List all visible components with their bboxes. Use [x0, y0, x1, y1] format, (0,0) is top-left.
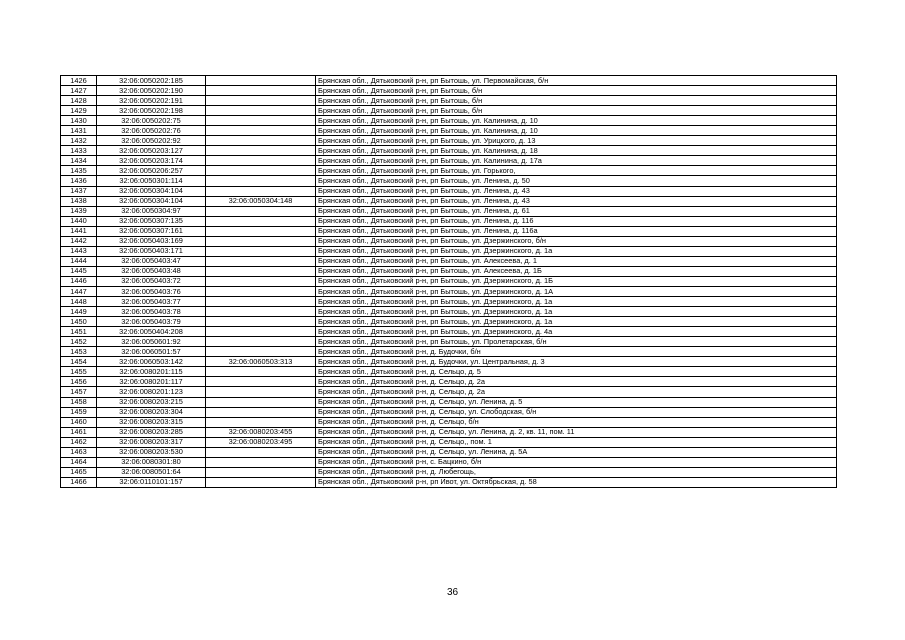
- row-number-cell: 1440: [61, 216, 97, 226]
- cadastral-number-cell: 32:06:0080203:315: [97, 417, 206, 427]
- row-number-cell: 1444: [61, 256, 97, 266]
- linked-cadastral-number-cell: [206, 276, 316, 286]
- row-number-cell: 1441: [61, 226, 97, 236]
- linked-cadastral-number-cell: [206, 186, 316, 196]
- row-number-cell: 1457: [61, 387, 97, 397]
- table-row: [61, 166, 837, 176]
- address-cell: Брянская обл., Дятьковский р-н, рп Бытошь, ул. Дзержинского, д. 1а: [316, 307, 837, 317]
- table-row: [61, 266, 837, 276]
- address-cell: Брянская обл., Дятьковский р-н, рп Бытошь, ул. Ленина, д. 116а: [316, 226, 837, 236]
- table-row: [61, 86, 837, 96]
- table-row: [61, 106, 837, 116]
- address-cell: Брянская обл., Дятьковский р-н, д. Сельцо, ул. Слободская, б/н: [316, 407, 837, 417]
- linked-cadastral-number-cell: [206, 106, 316, 116]
- cadastral-number-cell: 32:06:0050403:48: [97, 266, 206, 276]
- row-number-cell: 1454: [61, 357, 97, 367]
- property-registry-table: [60, 75, 837, 488]
- address-cell: Брянская обл., Дятьковский р-н, д. Сельцо, ул. Ленина, д. 2, кв. 11, пом. 11: [316, 427, 837, 437]
- address-cell: Брянская обл., Дятьковский р-н, рп Бытошь, ул. Калинина, д. 18: [316, 146, 837, 156]
- table-row: [61, 427, 837, 437]
- row-number-cell: 1445: [61, 266, 97, 276]
- linked-cadastral-number-cell: [206, 397, 316, 407]
- table-row: [61, 347, 837, 357]
- linked-cadastral-number-cell: [206, 126, 316, 136]
- table-row: [61, 146, 837, 156]
- table-row: [61, 377, 837, 387]
- linked-cadastral-number-cell: [206, 407, 316, 417]
- table-row: [61, 116, 837, 126]
- linked-cadastral-number-cell: [206, 377, 316, 387]
- row-number-cell: 1463: [61, 447, 97, 457]
- table-row: [61, 236, 837, 246]
- address-cell: Брянская обл., Дятьковский р-н, д. Сельцо, ул. Ленина, д. 5: [316, 397, 837, 407]
- cadastral-number-cell: 32:06:0080203:215: [97, 397, 206, 407]
- cadastral-number-cell: 32:06:0050307:135: [97, 216, 206, 226]
- address-cell: Брянская обл., Дятьковский р-н, д. Будочки, б/н: [316, 347, 837, 357]
- cadastral-number-cell: 32:06:0050202:191: [97, 96, 206, 106]
- address-cell: Брянская обл., Дятьковский р-н, рп Бытошь, ул. Горького,: [316, 166, 837, 176]
- cadastral-number-cell: 32:06:0050403:78: [97, 307, 206, 317]
- cadastral-number-cell: 32:06:0050202:75: [97, 116, 206, 126]
- linked-cadastral-number-cell: [206, 76, 316, 86]
- linked-cadastral-number-cell: [206, 116, 316, 126]
- address-cell: Брянская обл., Дятьковский р-н, рп Бытошь, ул. Дзержинского, д. 1а: [316, 297, 837, 307]
- table-row: [61, 76, 837, 86]
- table-row: [61, 196, 837, 206]
- table-row: [61, 206, 837, 216]
- address-cell: Брянская обл., Дятьковский р-н, рп Бытошь, ул. Урицкого, д. 13: [316, 136, 837, 146]
- cadastral-number-cell: 32:06:0080203:317: [97, 437, 206, 447]
- row-number-cell: 1426: [61, 76, 97, 86]
- table-row: [61, 186, 837, 196]
- row-number-cell: 1428: [61, 96, 97, 106]
- address-cell: Брянская обл., Дятьковский р-н, рп Бытошь, ул. Дзержинского, д. 1а: [316, 246, 837, 256]
- cadastral-number-cell: 32:06:0060503:142: [97, 357, 206, 367]
- row-number-cell: 1456: [61, 377, 97, 387]
- cadastral-number-cell: 32:06:0050304:97: [97, 206, 206, 216]
- cadastral-number-cell: 32:06:0080203:285: [97, 427, 206, 437]
- address-cell: Брянская обл., Дятьковский р-н, рп Бытошь, ул. Дзержинского, д. 4а: [316, 327, 837, 337]
- cadastral-number-cell: 32:06:0080201:123: [97, 387, 206, 397]
- linked-cadastral-number-cell: [206, 387, 316, 397]
- linked-cadastral-number-cell: 32:06:0050304:148: [206, 196, 316, 206]
- address-cell: Брянская обл., Дятьковский р-н, д. Сельцо, д. 2а: [316, 377, 837, 387]
- row-number-cell: 1461: [61, 427, 97, 437]
- linked-cadastral-number-cell: [206, 156, 316, 166]
- linked-cadastral-number-cell: 32:06:0080203:495: [206, 437, 316, 447]
- address-cell: Брянская обл., Дятьковский р-н, д. Сельцо, д. 5: [316, 367, 837, 377]
- linked-cadastral-number-cell: [206, 216, 316, 226]
- address-cell: Брянская обл., Дятьковский р-н, рп Бытошь, ул. Дзержинского, д. 1А: [316, 286, 837, 296]
- table-row: [61, 317, 837, 327]
- address-cell: Брянская обл., Дятьковский р-н, д. Любегощь,: [316, 467, 837, 477]
- row-number-cell: 1436: [61, 176, 97, 186]
- address-cell: Брянская обл., Дятьковский р-н, рп Бытошь, ул. Калинина, д. 10: [316, 116, 837, 126]
- linked-cadastral-number-cell: 32:06:0060503:313: [206, 357, 316, 367]
- row-number-cell: 1433: [61, 146, 97, 156]
- address-cell: Брянская обл., Дятьковский р-н, д. Сельцо,, пом. 1: [316, 437, 837, 447]
- cadastral-number-cell: 32:06:0050202:185: [97, 76, 206, 86]
- linked-cadastral-number-cell: [206, 317, 316, 327]
- linked-cadastral-number-cell: [206, 467, 316, 477]
- table-row: [61, 357, 837, 367]
- address-cell: Брянская обл., Дятьковский р-н, рп Бытошь, ул. Ленина, д. 61: [316, 206, 837, 216]
- cadastral-number-cell: 32:06:0050403:171: [97, 246, 206, 256]
- row-number-cell: 1459: [61, 407, 97, 417]
- row-number-cell: 1465: [61, 467, 97, 477]
- linked-cadastral-number-cell: [206, 297, 316, 307]
- linked-cadastral-number-cell: [206, 327, 316, 337]
- cadastral-number-cell: 32:06:0060501:57: [97, 347, 206, 357]
- address-cell: Брянская обл., Дятьковский р-н, д. Сельцо, ул. Ленина, д. 5А: [316, 447, 837, 457]
- table-row: [61, 226, 837, 236]
- address-cell: Брянская обл., Дятьковский р-н, рп Бытошь, б/н: [316, 86, 837, 96]
- address-cell: Брянская обл., Дятьковский р-н, рп Ивот, ул. Октябрьская, д. 58: [316, 477, 837, 487]
- row-number-cell: 1427: [61, 86, 97, 96]
- cadastral-number-cell: 32:06:0050403:47: [97, 256, 206, 266]
- cadastral-number-cell: 32:06:0080201:115: [97, 367, 206, 377]
- cadastral-number-cell: 32:06:0080203:304: [97, 407, 206, 417]
- row-number-cell: 1449: [61, 307, 97, 317]
- cadastral-number-cell: 32:06:0050304:104: [97, 186, 206, 196]
- cadastral-number-cell: 32:06:0050601:92: [97, 337, 206, 347]
- row-number-cell: 1437: [61, 186, 97, 196]
- cadastral-number-cell: 32:06:0050206:257: [97, 166, 206, 176]
- cadastral-number-cell: 32:06:0050202:76: [97, 126, 206, 136]
- table-row: [61, 297, 837, 307]
- row-number-cell: 1443: [61, 246, 97, 256]
- linked-cadastral-number-cell: [206, 146, 316, 156]
- address-cell: Брянская обл., Дятьковский р-н, рп Бытошь, ул. Калинина, д. 10: [316, 126, 837, 136]
- table-row: [61, 286, 837, 296]
- linked-cadastral-number-cell: [206, 246, 316, 256]
- linked-cadastral-number-cell: 32:06:0080203:455: [206, 427, 316, 437]
- row-number-cell: 1442: [61, 236, 97, 246]
- row-number-cell: 1464: [61, 457, 97, 467]
- linked-cadastral-number-cell: [206, 236, 316, 246]
- address-cell: Брянская обл., Дятьковский р-н, рп Бытошь, ул. Ленина, д. 116: [316, 216, 837, 226]
- row-number-cell: 1451: [61, 327, 97, 337]
- row-number-cell: 1460: [61, 417, 97, 427]
- cadastral-number-cell: 32:06:0080201:117: [97, 377, 206, 387]
- cadastral-number-cell: 32:06:0080301:80: [97, 457, 206, 467]
- linked-cadastral-number-cell: [206, 457, 316, 467]
- cadastral-number-cell: 32:06:0050203:127: [97, 146, 206, 156]
- linked-cadastral-number-cell: [206, 176, 316, 186]
- cadastral-number-cell: 32:06:0050202:92: [97, 136, 206, 146]
- address-cell: Брянская обл., Дятьковский р-н, рп Бытошь, ул. Ленина, д. 43: [316, 196, 837, 206]
- linked-cadastral-number-cell: [206, 347, 316, 357]
- table-row: [61, 457, 837, 467]
- table-row: [61, 467, 837, 477]
- cadastral-number-cell: 32:06:0050404:208: [97, 327, 206, 337]
- linked-cadastral-number-cell: [206, 136, 316, 146]
- table-row: [61, 126, 837, 136]
- table-row: [61, 307, 837, 317]
- address-cell: Брянская обл., Дятьковский р-н, рп Бытошь, б/н: [316, 106, 837, 116]
- table-row: [61, 96, 837, 106]
- row-number-cell: 1450: [61, 317, 97, 327]
- address-cell: Брянская обл., Дятьковский р-н, рп Бытошь, ул. Калинина, д. 17а: [316, 156, 837, 166]
- cadastral-number-cell: 32:06:0050301:114: [97, 176, 206, 186]
- linked-cadastral-number-cell: [206, 226, 316, 236]
- row-number-cell: 1448: [61, 297, 97, 307]
- table-row: [61, 437, 837, 447]
- address-cell: Брянская обл., Дятьковский р-н, рп Бытошь, б/н: [316, 96, 837, 106]
- row-number-cell: 1429: [61, 106, 97, 116]
- linked-cadastral-number-cell: [206, 417, 316, 427]
- address-cell: Брянская обл., Дятьковский р-н, рп Бытошь, ул. Ленина, д. 50: [316, 176, 837, 186]
- table-row: [61, 447, 837, 457]
- table-row: [61, 156, 837, 166]
- cadastral-number-cell: 32:06:0050403:76: [97, 286, 206, 296]
- linked-cadastral-number-cell: [206, 367, 316, 377]
- row-number-cell: 1447: [61, 286, 97, 296]
- linked-cadastral-number-cell: [206, 447, 316, 457]
- address-cell: Брянская обл., Дятьковский р-н, д. Сельцо, б/н: [316, 417, 837, 427]
- address-cell: Брянская обл., Дятьковский р-н, с. Бацкино, б/н: [316, 457, 837, 467]
- registry-table-body: [61, 76, 837, 488]
- cadastral-number-cell: 32:06:0050307:161: [97, 226, 206, 236]
- table-row: [61, 246, 837, 256]
- table-row: [61, 216, 837, 226]
- row-number-cell: 1446: [61, 276, 97, 286]
- address-cell: Брянская обл., Дятьковский р-н, д. Будочки, ул. Центральная, д. 3: [316, 357, 837, 367]
- table-row: [61, 387, 837, 397]
- table-row: [61, 327, 837, 337]
- table-row: [61, 337, 837, 347]
- row-number-cell: 1434: [61, 156, 97, 166]
- table-row: [61, 176, 837, 186]
- table-row: [61, 407, 837, 417]
- row-number-cell: 1458: [61, 397, 97, 407]
- cadastral-number-cell: 32:06:0050403:77: [97, 297, 206, 307]
- table-row: [61, 417, 837, 427]
- row-number-cell: 1431: [61, 126, 97, 136]
- cadastral-number-cell: 32:06:0050403:79: [97, 317, 206, 327]
- address-cell: Брянская обл., Дятьковский р-н, рп Бытошь, ул. Алексеева, д. 1Б: [316, 266, 837, 276]
- table-row: [61, 397, 837, 407]
- cadastral-number-cell: 32:06:0050304:104: [97, 196, 206, 206]
- cadastral-number-cell: 32:06:0050403:169: [97, 236, 206, 246]
- linked-cadastral-number-cell: [206, 266, 316, 276]
- cadastral-number-cell: 32:06:0050203:174: [97, 156, 206, 166]
- row-number-cell: 1453: [61, 347, 97, 357]
- table-row: [61, 276, 837, 286]
- address-cell: Брянская обл., Дятьковский р-н, рп Бытошь, ул. Дзержинского, д. 1Б: [316, 276, 837, 286]
- cadastral-number-cell: 32:06:0110101:157: [97, 477, 206, 487]
- row-number-cell: 1435: [61, 166, 97, 176]
- row-number-cell: 1466: [61, 477, 97, 487]
- address-cell: Брянская обл., Дятьковский р-н, рп Бытошь, ул. Алексеева, д. 1: [316, 256, 837, 266]
- linked-cadastral-number-cell: [206, 286, 316, 296]
- address-cell: Брянская обл., Дятьковский р-н, рп Бытошь, ул. Пролетарская, б/н: [316, 337, 837, 347]
- linked-cadastral-number-cell: [206, 337, 316, 347]
- table-row: [61, 477, 837, 487]
- row-number-cell: 1452: [61, 337, 97, 347]
- table-row: [61, 256, 837, 266]
- row-number-cell: 1438: [61, 196, 97, 206]
- cadastral-number-cell: 32:06:0050202:190: [97, 86, 206, 96]
- table-row: [61, 367, 837, 377]
- linked-cadastral-number-cell: [206, 96, 316, 106]
- linked-cadastral-number-cell: [206, 86, 316, 96]
- row-number-cell: 1432: [61, 136, 97, 146]
- linked-cadastral-number-cell: [206, 307, 316, 317]
- linked-cadastral-number-cell: [206, 206, 316, 216]
- address-cell: Брянская обл., Дятьковский р-н, рп Бытошь, ул. Первомайская, б/н: [316, 76, 837, 86]
- cadastral-number-cell: 32:06:0050202:198: [97, 106, 206, 116]
- linked-cadastral-number-cell: [206, 477, 316, 487]
- row-number-cell: 1462: [61, 437, 97, 447]
- address-cell: Брянская обл., Дятьковский р-н, рп Бытошь, ул. Дзержинского, б/н: [316, 236, 837, 246]
- address-cell: Брянская обл., Дятьковский р-н, рп Бытошь, ул. Ленина, д. 43: [316, 186, 837, 196]
- row-number-cell: 1455: [61, 367, 97, 377]
- cadastral-number-cell: 32:06:0050403:72: [97, 276, 206, 286]
- table-row: [61, 136, 837, 146]
- row-number-cell: 1430: [61, 116, 97, 126]
- page-number: 36: [446, 587, 459, 598]
- linked-cadastral-number-cell: [206, 166, 316, 176]
- cadastral-number-cell: 32:06:0080203:530: [97, 447, 206, 457]
- linked-cadastral-number-cell: [206, 256, 316, 266]
- row-number-cell: 1439: [61, 206, 97, 216]
- cadastral-number-cell: 32:06:0080501:64: [97, 467, 206, 477]
- address-cell: Брянская обл., Дятьковский р-н, рп Бытошь, ул. Дзержинского, д. 1а: [316, 317, 837, 327]
- address-cell: Брянская обл., Дятьковский р-н, д. Сельцо, д. 2а: [316, 387, 837, 397]
